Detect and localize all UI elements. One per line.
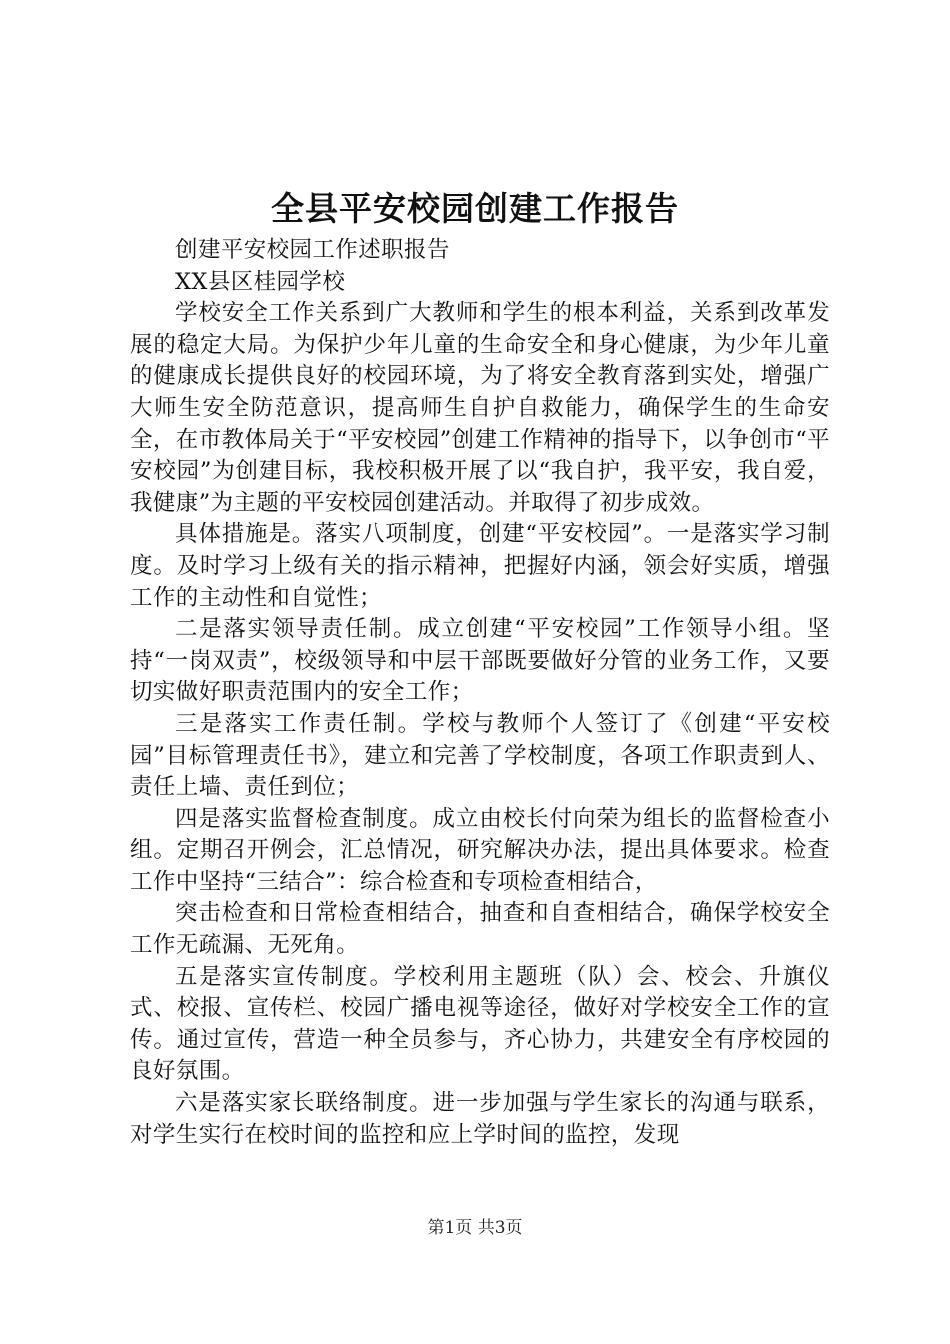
page-number: 第1页 共3页 <box>427 1218 523 1238</box>
paragraph: 二是落实领导责任制。成立创建“平安校园”工作领导小组。坚持“一岗双责”，校级领导和中层干部既要做好分管的业务工作，又要切实做好职责范围内的安全工作； <box>130 616 830 706</box>
paragraph: 学校安全工作关系到广大教师和学生的根本利益，关系到改革发展的稳定大局。为保护少年儿童的生命安全和身心健康，为少年儿童的健康成长提供良好的校园环境，为了将安全教育落到实处，增强广大师生安全防范意识，提高师生自护自救能力，确保学生的生命安全，在市教体局关于“平安校园”创建工作精神的指导下，以争创市“平安校园”为创建目标，我校积极开展了以“我自护，我平安，我自爱，我健康”为主题的平安校园创建活动。并取得了初步成效。 <box>130 300 830 516</box>
document-title: 全县平安校园创建工作报告 <box>271 189 679 228</box>
paragraph: 突击检查和日常检查相结合，抽查和自查相结合，确保学校安全工作无疏漏、无死角。 <box>130 900 830 959</box>
school-name: XX县区桂园学校 <box>175 268 346 295</box>
paragraph: 四是落实监督检查制度。成立由校长付向荣为组长的监督检查小组。定期召开例会，汇总情况，研究解决办法，提出具体要求。检查工作中坚持“三结合”：综合检查和专项检查相结合， <box>130 805 830 895</box>
report-subtitle: 创建平安校园工作述职报告 <box>175 237 450 263</box>
paragraph: 三是落实工作责任制。学校与教师个人签订了《创建“平安校园”目标管理责任书》，建立和完善了学校制度，各项工作职责到人、责任上墙、责任到位； <box>130 710 830 801</box>
paragraph: 五是落实宣传制度。学校利用主题班（队）会、校会、升旗仪式、校报、宣传栏、校园广播电视等途径，做好对学校安全工作的宣传。通过宣传，营造一种全员参与，齐心协力，共建安全有序校园的良好氛围。 <box>130 963 830 1085</box>
document-body <box>130 235 830 1151</box>
page-footer <box>0 1216 950 1240</box>
paragraph: 六是落实家长联络制度。进一步加强与学生家长的沟通与联系，对学生实行在校时间的监控和应上学时间的监控，发现 <box>130 1090 830 1148</box>
paragraph: 具体措施是。落实八项制度，创建“平安校园”。一是落实学习制度。及时学习上级有关的指示精神，把握好内涵，领会好实质，增强工作的主动性和自觉性； <box>130 521 830 611</box>
